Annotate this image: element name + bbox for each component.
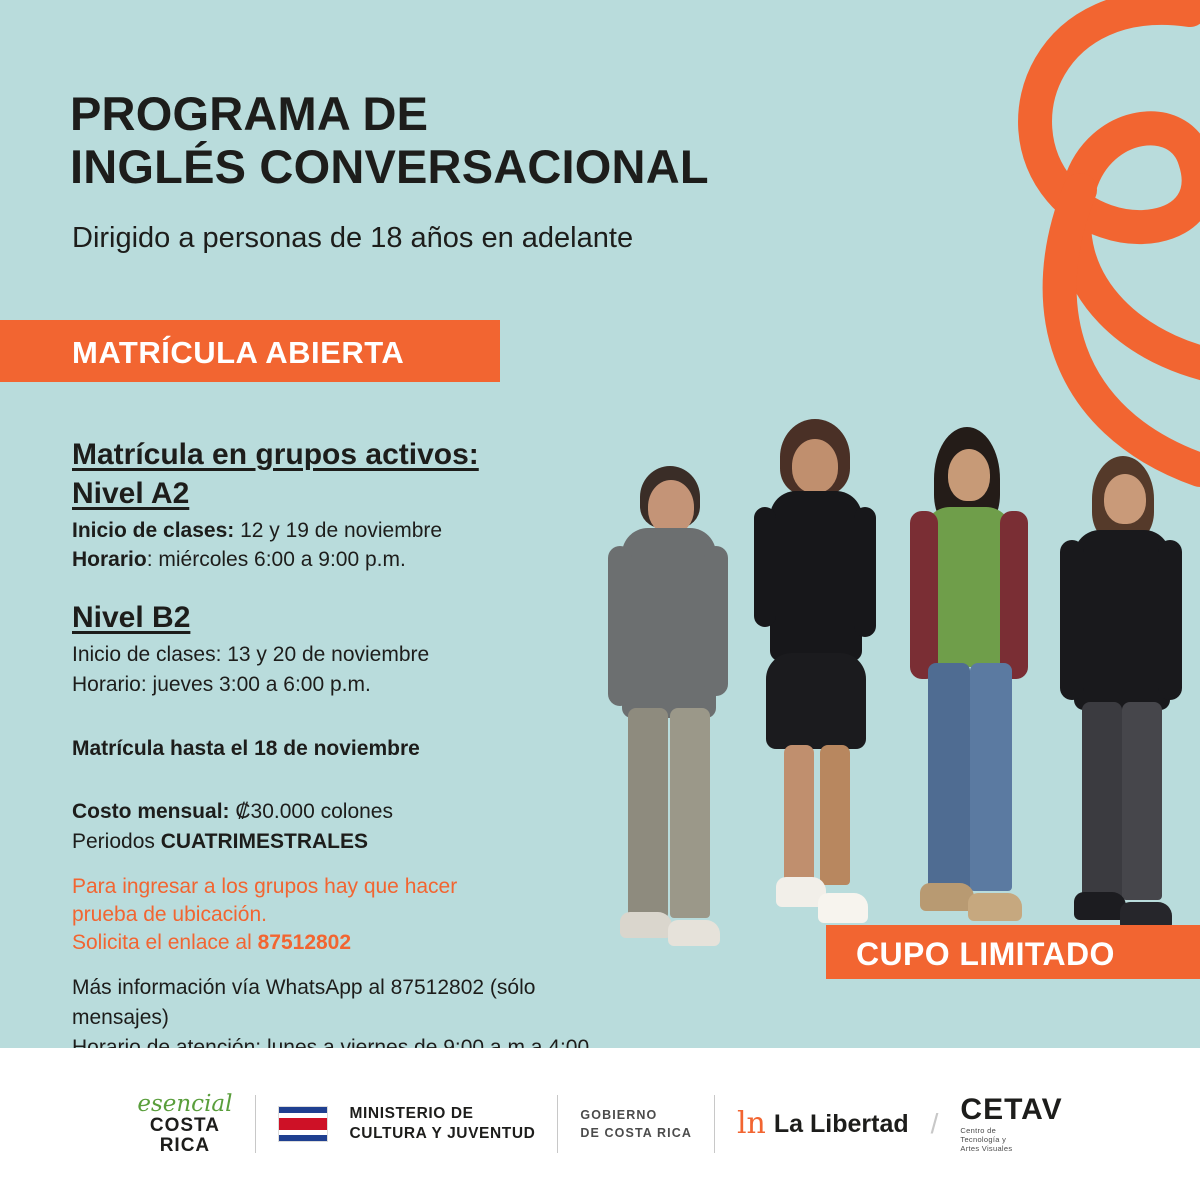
placement-note-line-3 — [72, 929, 592, 957]
footer-divider-3 — [714, 1095, 715, 1153]
placement-note-prefix: Solicita el enlace al — [72, 931, 258, 955]
person-2-leg-right — [820, 745, 850, 885]
flag-stripe-red — [279, 1118, 327, 1130]
person-1-leg-left — [628, 708, 668, 918]
costa-rica-flag-icon — [278, 1106, 328, 1142]
page-subtitle: Dirigido a personas de 18 años en adelante — [72, 222, 634, 254]
enrollment-banner — [0, 320, 500, 382]
logo-ministerio — [350, 1104, 536, 1144]
b2-schedule-line: Horario: jueves 3:00 a 6:00 p.m. — [72, 672, 371, 696]
person-3-leg-right — [970, 663, 1012, 891]
person-2-arm-right — [854, 507, 876, 637]
logo-la-libertad — [736, 1106, 909, 1141]
gobierno-line-2: DE COSTA RICA — [580, 1126, 692, 1140]
a2-schedule-line — [72, 545, 592, 575]
cetav-name: CETAV — [960, 1093, 1063, 1127]
page-title — [70, 88, 870, 193]
person-4-torso — [1074, 530, 1170, 710]
deadline-text: Matrícula hasta el 18 de noviembre — [72, 736, 420, 760]
person-4-shoe-left — [1074, 892, 1126, 920]
person-1-shoe-right — [668, 920, 720, 946]
a2-start-label: Inicio de clases: — [72, 518, 235, 542]
groups-heading-line2: Nivel A2 — [72, 476, 190, 510]
cost-value: ₡30.000 colones — [229, 800, 393, 824]
person-2 — [740, 415, 880, 955]
cost-label: Costo mensual: — [72, 800, 230, 824]
footer-divider-1 — [255, 1095, 256, 1153]
spacer-3 — [72, 763, 592, 797]
person-2-skirt — [766, 653, 866, 749]
esencial-rica: RICA — [159, 1135, 211, 1157]
ministerio-line-1: MINISTERIO DE — [349, 1104, 474, 1122]
cost-line — [72, 797, 592, 827]
groups-heading-line1: Matrícula en grupos activos: — [72, 438, 479, 471]
title-line-1: PROGRAMA DE — [70, 87, 429, 140]
person-2-torso — [770, 491, 862, 661]
limited-spots-banner — [826, 925, 1200, 979]
a2-schedule-value: : miércoles 6:00 a 9:00 p.m. — [146, 548, 406, 572]
students-photo — [580, 395, 1200, 955]
person-2-head — [792, 439, 838, 493]
title-line-2: INGLÉS CONVERSACIONAL — [70, 139, 709, 193]
person-4-head — [1104, 474, 1146, 524]
ministerio-line-2: CULTURA Y JUVENTUD — [349, 1125, 536, 1142]
b2-heading: Nivel B2 — [72, 601, 191, 635]
placement-phone: 87512802 — [257, 931, 352, 955]
person-1-torso — [622, 528, 716, 718]
footer-logos — [0, 1048, 1200, 1200]
la-libertad-word: La Libertad — [773, 1109, 909, 1138]
person-3 — [890, 425, 1040, 955]
person-4-leg-left — [1082, 702, 1122, 900]
la-libertad-mark-icon: ln — [736, 1106, 766, 1141]
person-2-shoe-right — [818, 893, 868, 923]
spacer-1 — [72, 575, 592, 601]
person-4-leg-right — [1122, 702, 1162, 900]
placement-note-line-1: Para ingresar a los grupos hay que hacer — [72, 875, 458, 899]
cetav-sub-1: Centro de — [960, 1125, 997, 1135]
whatsapp-info: Más información vía WhatsApp al 87512802 (sólo mensajes) — [72, 976, 536, 1030]
limited-spots-label: CUPO LIMITADO — [856, 936, 1115, 972]
spacer-4 — [72, 857, 592, 873]
person-2-leg-left — [784, 745, 814, 885]
person-3-vest-right — [1000, 511, 1028, 679]
placement-note-line-2: prueba de ubicación. — [72, 903, 267, 927]
flag-stripe-white-bottom — [279, 1130, 327, 1135]
person-4 — [1050, 440, 1190, 955]
b2-start-line: Inicio de clases: 13 y 20 de noviembre — [72, 643, 430, 667]
logo-esencial-costa-rica — [137, 1092, 232, 1156]
person-1-head — [648, 480, 694, 534]
person-1-leg-right — [670, 708, 710, 918]
enrollment-banner-label: MATRÍCULA ABIERTA — [72, 335, 405, 370]
person-1-arm-left — [608, 546, 632, 706]
logo-gobierno — [580, 1106, 692, 1142]
cetav-sub-3: Artes Visuales — [960, 1144, 1013, 1154]
a2-start-line — [72, 516, 592, 546]
logo-cetav — [960, 1094, 1062, 1154]
footer-divider-2 — [557, 1095, 558, 1153]
person-3-vest-left — [910, 511, 938, 679]
a2-schedule-label: Horario — [72, 548, 147, 572]
person-3-shoe-right — [968, 893, 1022, 921]
spacer-2 — [72, 700, 592, 734]
person-1-shoe-left — [620, 912, 672, 938]
periods-line — [72, 827, 592, 857]
details-block — [72, 438, 592, 1093]
person-3-leg-left — [928, 663, 970, 891]
person-2-arm-left — [754, 507, 776, 627]
spacer-5 — [72, 957, 592, 973]
person-3-shoe-left — [920, 883, 974, 911]
footer-bar — [0, 1048, 1200, 1200]
periods-prefix: Periodos — [72, 830, 161, 854]
footer-slash: / — [930, 1108, 939, 1139]
cetav-sub-2: Tecnología y — [960, 1135, 1007, 1145]
esencial-script: esencial — [137, 1090, 233, 1117]
person-1 — [600, 450, 735, 955]
person-3-head — [948, 449, 990, 501]
deadline-line — [72, 734, 592, 764]
person-1-arm-right — [704, 546, 728, 696]
person-4-arm-right — [1158, 540, 1182, 700]
person-4-arm-left — [1060, 540, 1084, 700]
esencial-costa: COSTA — [149, 1115, 220, 1137]
gobierno-line-1: GOBIERNO — [580, 1107, 658, 1122]
a2-start-value: 12 y 19 de noviembre — [234, 518, 443, 542]
periods-value: CUATRIMESTRALES — [160, 830, 368, 854]
